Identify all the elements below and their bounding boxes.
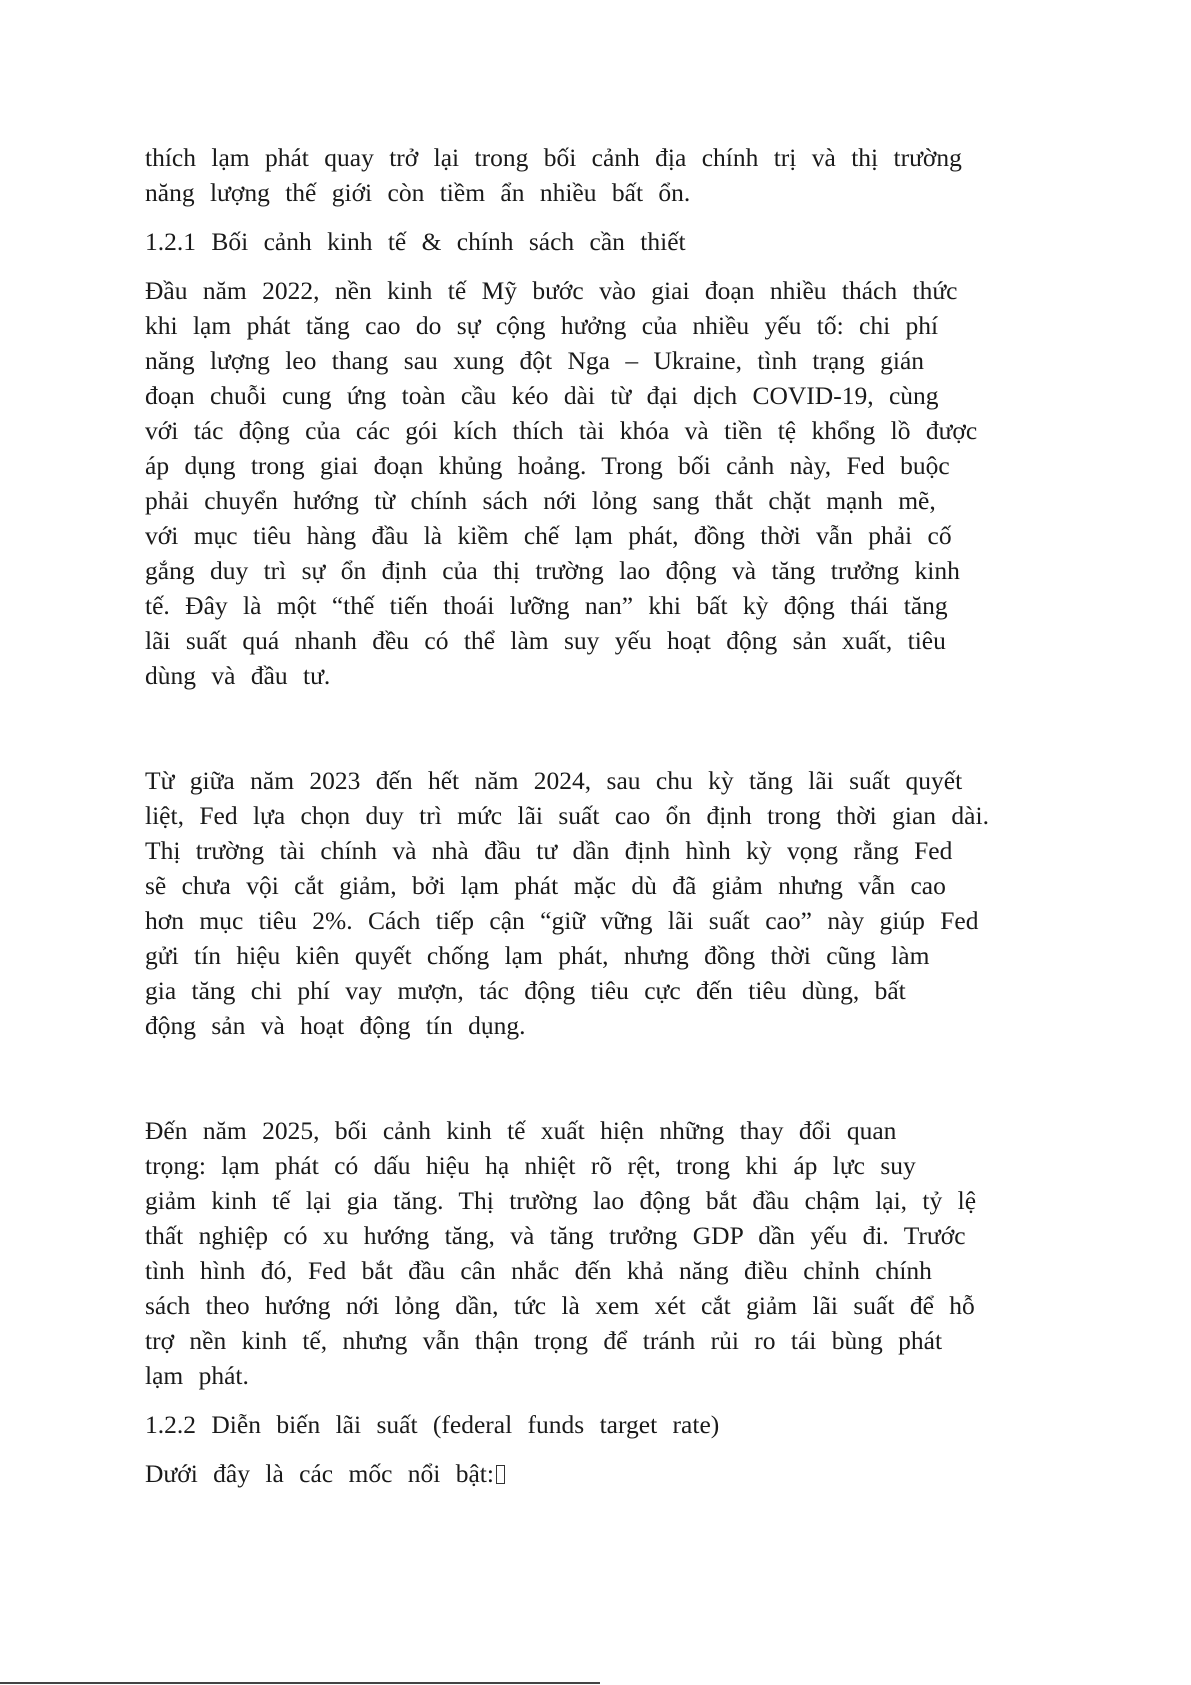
text-line: gia tăng chi phí vay mượn, tác động tiêu cực đến tiêu dùng, bất — [145, 976, 906, 1005]
missing-glyph-box-icon — [496, 1465, 505, 1484]
text-line: giảm kinh tế lại gia tăng. Thị trường lao động bắt đầu chậm lại, tỷ lệ — [145, 1186, 977, 1215]
text-line: khi lạm phát tăng cao do sự cộng hưởng của nhiều yếu tố: chi phí — [145, 311, 939, 340]
text-line: dùng và đầu tư. — [145, 661, 331, 690]
text-line: Thị trường tài chính và nhà đầu tư dần định hình kỳ vọng rằng Fed — [145, 836, 953, 865]
text-line: đoạn chuỗi cung ứng toàn cầu kéo dài từ đại dịch COVID-19, cùng — [145, 381, 939, 410]
paragraph-context-2022 — [145, 273, 1025, 693]
text-line: lạm phát. — [145, 1361, 249, 1390]
text-line: trợ nền kinh tế, nhưng vẫn thận trọng để tránh rủi ro tái bùng phát — [145, 1326, 943, 1355]
list-intro — [145, 1456, 1025, 1491]
text-line: năng lượng thế giới còn tiềm ẩn nhiều bất ổn. — [145, 178, 691, 207]
text-line: liệt, Fed lựa chọn duy trì mức lãi suất cao ổn định trong thời gian dài. — [145, 801, 989, 830]
text-line: với mục tiêu hàng đầu là kiềm chế lạm phát, đồng thời vẫn phải cố — [145, 521, 952, 550]
text-line: năng lượng leo thang sau xung đột Nga – Ukraine, tình trạng gián — [145, 346, 925, 375]
page-bottom-rule — [0, 1682, 600, 1684]
list-intro-text: Dưới đây là các mốc nổi bật: — [145, 1459, 494, 1488]
paragraph-2023-2024 — [145, 763, 1025, 1043]
text-line: Đầu năm 2022, nền kinh tế Mỹ bước vào giai đoạn nhiều thách thức — [145, 276, 958, 305]
text-line: với tác động của các gói kích thích tài khóa và tiền tệ khổng lồ được — [145, 416, 978, 445]
section-heading-1-2-1: 1.2.1 Bối cảnh kinh tế & chính sách cần thiết — [145, 227, 686, 256]
text-line: sách theo hướng nới lỏng dần, tức là xem xét cắt giảm lãi suất để hỗ — [145, 1291, 975, 1320]
text-line: thất nghiệp có xu hướng tăng, và tăng trưởng GDP dần yếu đi. Trước — [145, 1221, 966, 1250]
text-line: thích lạm phát quay trở lại trong bối cảnh địa chính trị và thị trường — [145, 143, 962, 172]
text-line: tình hình đó, Fed bắt đầu cân nhắc đến khả năng điều chỉnh chính — [145, 1256, 932, 1285]
text-line: gửi tín hiệu kiên quyết chống lạm phát, nhưng đồng thời cũng làm — [145, 941, 930, 970]
text-line: áp dụng trong giai đoạn khủng hoảng. Trong bối cảnh này, Fed buộc — [145, 451, 950, 480]
text-line: tế. Đây là một “thế tiến thoái lưỡng nan” khi bất kỳ động thái tăng — [145, 591, 948, 620]
text-line: sẽ chưa vội cắt giảm, bởi lạm phát mặc dù đã giảm nhưng vẫn cao — [145, 871, 946, 900]
text-line: động sản và hoạt động tín dụng. — [145, 1011, 526, 1040]
paragraph-continuation — [145, 140, 1025, 210]
document-page — [145, 140, 1025, 1491]
section-heading-1-2-2: 1.2.2 Diễn biến lãi suất (federal funds target rate) — [145, 1410, 720, 1439]
text-line: Đến năm 2025, bối cảnh kinh tế xuất hiện những thay đổi quan — [145, 1116, 897, 1145]
text-line: trọng: lạm phát có dấu hiệu hạ nhiệt rõ rệt, trong khi áp lực suy — [145, 1151, 916, 1180]
text-line: Từ giữa năm 2023 đến hết năm 2024, sau chu kỳ tăng lãi suất quyết — [145, 766, 963, 795]
text-line: phải chuyển hướng từ chính sách nới lỏng sang thắt chặt mạnh mẽ, — [145, 486, 936, 515]
text-line: hơn mục tiêu 2%. Cách tiếp cận “giữ vững lãi suất cao” này giúp Fed — [145, 906, 979, 935]
text-line: lãi suất quá nhanh đều có thể làm suy yếu hoạt động sản xuất, tiêu — [145, 626, 946, 655]
paragraph-2025 — [145, 1113, 1025, 1393]
text-line: gắng duy trì sự ổn định của thị trường lao động và tăng trưởng kinh — [145, 556, 960, 585]
